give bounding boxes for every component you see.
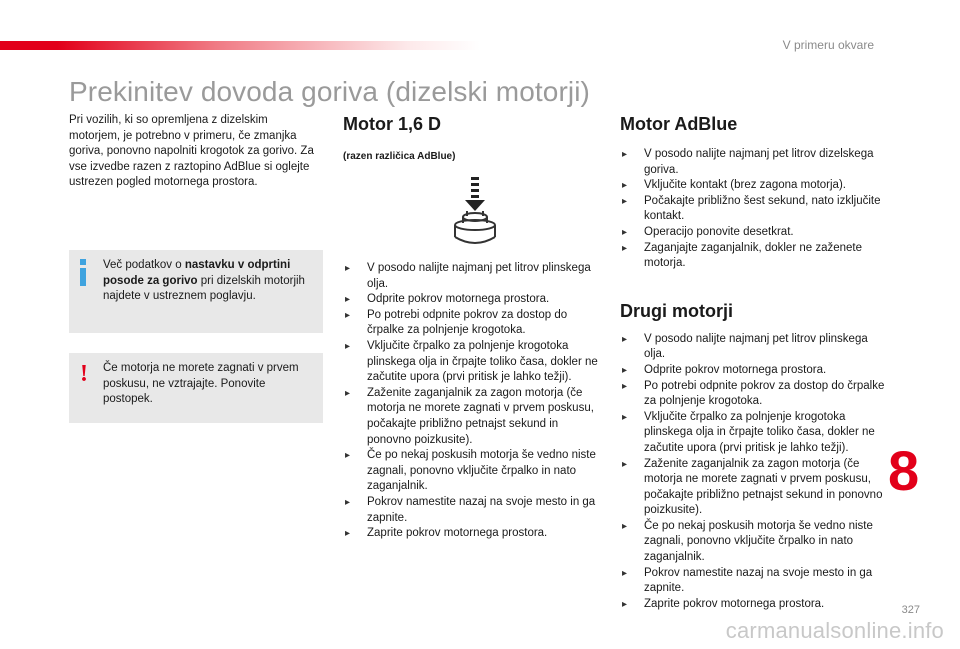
exclamation-icon: ! xyxy=(80,361,88,387)
list-item: ▸ Če po nekaj poskusih motorja še vedno niste zagnali, ponovno vključite črpalko in nato zaganjalnik. xyxy=(343,448,605,495)
other-steps xyxy=(620,332,890,613)
list-item: ▸ Počakajte približno šest sekund, nato izključite kontakt. xyxy=(620,194,890,225)
list-item: ▸ Zaganjajte zaganjalnik, dokler ne zaženete motorja. xyxy=(620,241,890,272)
info-icon xyxy=(80,259,88,286)
motor16-steps xyxy=(343,261,605,542)
list-item: ▸ V posodo nalijte najmanj pet litrov plinskega olja. xyxy=(620,332,890,363)
list-item: ▸ Zaženite zaganjalnik za zagon motorja (če motorja ne morete zagnati v prvem poskusu, počakajte približno petnajst sekund in ponovno poizkusite). xyxy=(620,457,890,519)
list-item: ▸ Vključite kontakt (brez zagona motorja). xyxy=(620,178,890,194)
adblue-title: Motor AdBlue xyxy=(620,114,738,134)
adblue-steps xyxy=(620,147,890,272)
info-note-prefix: Več podatkov o xyxy=(103,259,185,271)
page-number: 327 xyxy=(901,604,920,616)
watermark: carmanualsonline.info xyxy=(725,618,944,643)
info-note xyxy=(69,250,323,333)
list-item: ▸ Po potrebi odpnite pokrov za dostop do črpalke za polnjenje krogotoka. xyxy=(620,379,890,410)
list-item: ▸ Po potrebi odpnite pokrov za dostop do črpalke za polnjenje krogotoka. xyxy=(343,308,605,339)
intro-paragraph: Pri vozilih, ki so opremljena z dizelskim motorjem, je potrebno v primeru, če zmanjka goriva, ponovno napolniti krogotok za gorivo. Za vse izvedbe razen z raztopino AdBlue si oglejte ustrezen pogled motornega prostora. xyxy=(69,114,314,189)
right-column xyxy=(620,113,890,612)
other-title: Drugi motorji xyxy=(620,300,733,321)
list-item: ▸ Če po nekaj poskusih motorja še vedno niste zagnali, ponovno vključite črpalko in nato zaganjalnik. xyxy=(620,519,890,566)
list-item: ▸ Operacijo ponovite desetkrat. xyxy=(620,225,890,241)
list-item: ▸ Odprite pokrov motornega prostora. xyxy=(620,363,890,379)
info-note-suffix: pri dizelskih motorjih najdete v ustreznem poglavju. xyxy=(103,274,305,303)
list-item: ▸ Odprite pokrov motornega prostora. xyxy=(343,292,605,308)
chapter-number: 8 xyxy=(888,439,920,502)
list-item: ▸ Zaprite pokrov motornega prostora. xyxy=(343,526,605,542)
list-item: ▸ Pokrov namestite nazaj na svoje mesto in ga zapnite. xyxy=(620,566,890,597)
chapter-title: V primeru okvare xyxy=(782,38,874,52)
intro-column xyxy=(69,113,319,191)
motor16-title: Motor 1,6 D xyxy=(343,114,442,134)
list-item: ▸ Zaprite pokrov motornega prostora. xyxy=(620,597,890,613)
hand-pump-icon xyxy=(452,175,498,245)
page-title: Prekinitev dovoda goriva (dizelski motorji) xyxy=(69,76,590,107)
list-item: ▸ V posodo nalijte najmanj pet litrov dizelskega goriva. xyxy=(620,147,890,178)
list-item: ▸ Zaženite zaganjalnik za zagon motorja (če motorja ne morete zagnati v prvem poskusu, počakajte približno petnajst sekund in ponovno poizkusite). xyxy=(343,386,605,448)
list-item: ▸ Vključite črpalko za polnjenje krogotoka plinskega olja in črpajte toliko časa, dokler ne začutite upora (prvi pritisk je lahko težji). xyxy=(620,410,890,457)
list-item: ▸ Pokrov namestite nazaj na svoje mesto in ga zapnite. xyxy=(343,495,605,526)
header-accent-bar xyxy=(0,41,480,50)
motor16-subnote: (razen različica AdBlue) xyxy=(343,151,456,162)
warning-note xyxy=(69,353,323,423)
motor16-section xyxy=(343,113,605,540)
list-item: ▸ Vključite črpalko za polnjenje krogotoka plinskega olja in črpajte toliko časa, dokler ne začutite upora (prvi pritisk je lahko težji). xyxy=(343,339,605,386)
warning-note-text: Če motorja ne morete zagnati v prvem poskusu, ne vztrajajte. Ponovite postopek. xyxy=(103,362,299,406)
list-item: ▸ V posodo nalijte najmanj pet litrov plinskega olja. xyxy=(343,261,605,292)
info-note-bold: nastavku v odprtini posode za gorivo xyxy=(103,259,291,287)
